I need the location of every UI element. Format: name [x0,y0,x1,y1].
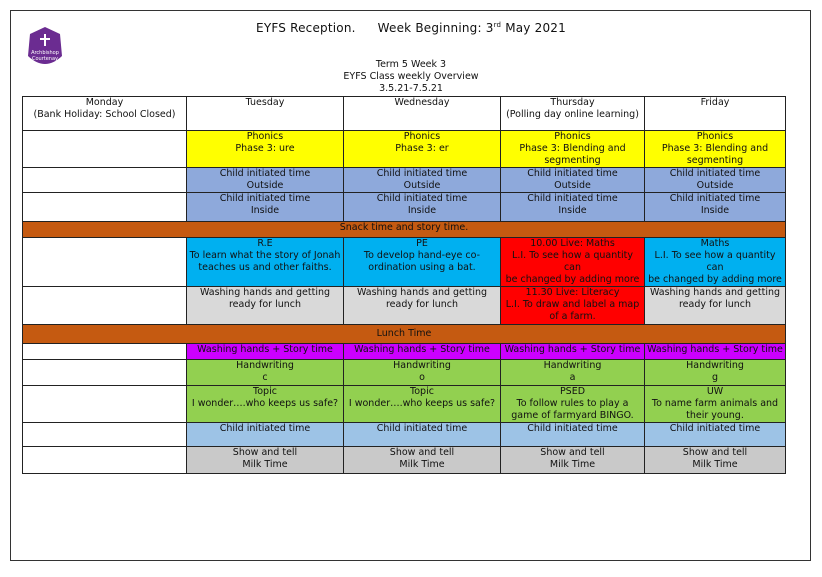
outside-row [23,168,786,193]
lunch-prep-tuesday: Washing hands and getting ready for lunch [187,287,344,325]
monday-empty-cell [23,131,187,168]
lunch-prep-wednesday: Washing hands and getting ready for lunch [344,287,501,325]
live-maths-thursday: 10.00 Live: Maths L.I. To see how a quantity can be changed by adding more [501,238,645,287]
monday-empty-cell [23,238,187,287]
maths-friday: Maths L.I. To see how a quantity can be changed by adding more [645,238,786,287]
handwriting-thursday: Handwriting a [501,360,645,386]
lunch-row [23,325,786,344]
show-tell-wednesday: Show and tell Milk Time [344,447,501,474]
outside-friday: Child initiated time Outside [645,168,786,193]
svg-text:Courtenay: Courtenay [31,56,59,62]
handwriting-tuesday: Handwriting c [187,360,344,386]
outside-wednesday: Child initiated time Outside [344,168,501,193]
session2-row [23,238,786,287]
outside-thursday: Child initiated time Outside [501,168,645,193]
day-header-monday: Monday (Bank Holiday: School Closed) [23,97,187,131]
child-time-row [23,423,786,447]
topic-row [23,386,786,423]
monday-empty-cell [23,423,187,447]
story-time-friday: Washing hands + Story time [645,344,786,360]
psed-thursday: PSED To follow rules to play a game of farmyard BINGO. [501,386,645,423]
inside-thursday: Child initiated time Inside [501,193,645,222]
snack-time-banner: Snack time and story time. [23,222,786,238]
day-header-wednesday: Wednesday [344,97,501,131]
monday-empty-cell [23,386,187,423]
story-time-thursday: Washing hands + Story time [501,344,645,360]
lunch-time-banner: Lunch Time [23,325,786,344]
page-title [0,21,822,35]
pe-wednesday: PE To develop hand-eye co- ordination using a bat. [344,238,501,287]
day-header-thursday: Thursday (Polling day online learning) [501,97,645,131]
inside-wednesday: Child initiated time Inside [344,193,501,222]
phonics-wednesday: Phonics Phase 3: er [344,131,501,168]
overview-label: EYFS Class weekly Overview [343,71,479,82]
show-tell-row [23,447,786,474]
date-range: 3.5.21-7.5.21 [379,83,443,94]
handwriting-friday: Handwriting g [645,360,786,386]
child-time-thursday: Child initiated time [501,423,645,447]
day-header-tuesday: Tuesday [187,97,344,131]
topic-wednesday: Topic I wonder….who keeps us safe? [344,386,501,423]
child-time-tuesday: Child initiated time [187,423,344,447]
monday-empty-cell [23,193,187,222]
snack-row [23,222,786,238]
title-month-year: May 2021 [501,21,566,35]
phonics-thursday: Phonics Phase 3: Blending and segmenting [501,131,645,168]
weekly-overview-table [22,96,786,474]
monday-empty-cell [23,168,187,193]
lunch-prep-friday: Washing hands and getting ready for lunch [645,287,786,325]
monday-empty-cell [23,360,187,386]
day-header-row [23,97,786,131]
phonics-friday: Phonics Phase 3: Blending and segmenting [645,131,786,168]
inside-row [23,193,786,222]
child-time-wednesday: Child initiated time [344,423,501,447]
live-literacy-thursday: 11.30 Live: Literacy L.I. To draw and label a map of a farm. [501,287,645,325]
phonics-row [23,131,786,168]
title-week-beginning: Week Beginning: 3 [377,21,494,35]
inside-tuesday: Child initiated time Inside [187,193,344,222]
svg-text:Archbishop: Archbishop [31,50,59,56]
story-time-tuesday: Washing hands + Story time [187,344,344,360]
title-date-suffix: rd [493,21,502,29]
outside-tuesday: Child initiated time Outside [187,168,344,193]
term-label: Term 5 Week 3 [375,59,447,70]
story-row [23,344,786,360]
show-tell-tuesday: Show and tell Milk Time [187,447,344,474]
inside-friday: Child initiated time Inside [645,193,786,222]
handwriting-row [23,360,786,386]
show-tell-friday: Show and tell Milk Time [645,447,786,474]
monday-empty-cell [23,447,187,474]
child-time-friday: Child initiated time [645,423,786,447]
handwriting-wednesday: Handwriting o [344,360,501,386]
show-tell-thursday: Show and tell Milk Time [501,447,645,474]
phonics-tuesday: Phonics Phase 3: ure [187,131,344,168]
uw-friday: UW To name farm animals and their young. [645,386,786,423]
topic-tuesday: Topic I wonder….who keeps us safe? [187,386,344,423]
title-class: EYFS Reception. [256,21,356,35]
monday-empty-cell [23,344,187,360]
day-header-friday: Friday [645,97,786,131]
re-tuesday: R.E To learn what the story of Jonah teaches us and other faiths. [187,238,344,287]
session3-row [23,287,786,325]
story-time-wednesday: Washing hands + Story time [344,344,501,360]
monday-empty-cell [23,287,187,325]
